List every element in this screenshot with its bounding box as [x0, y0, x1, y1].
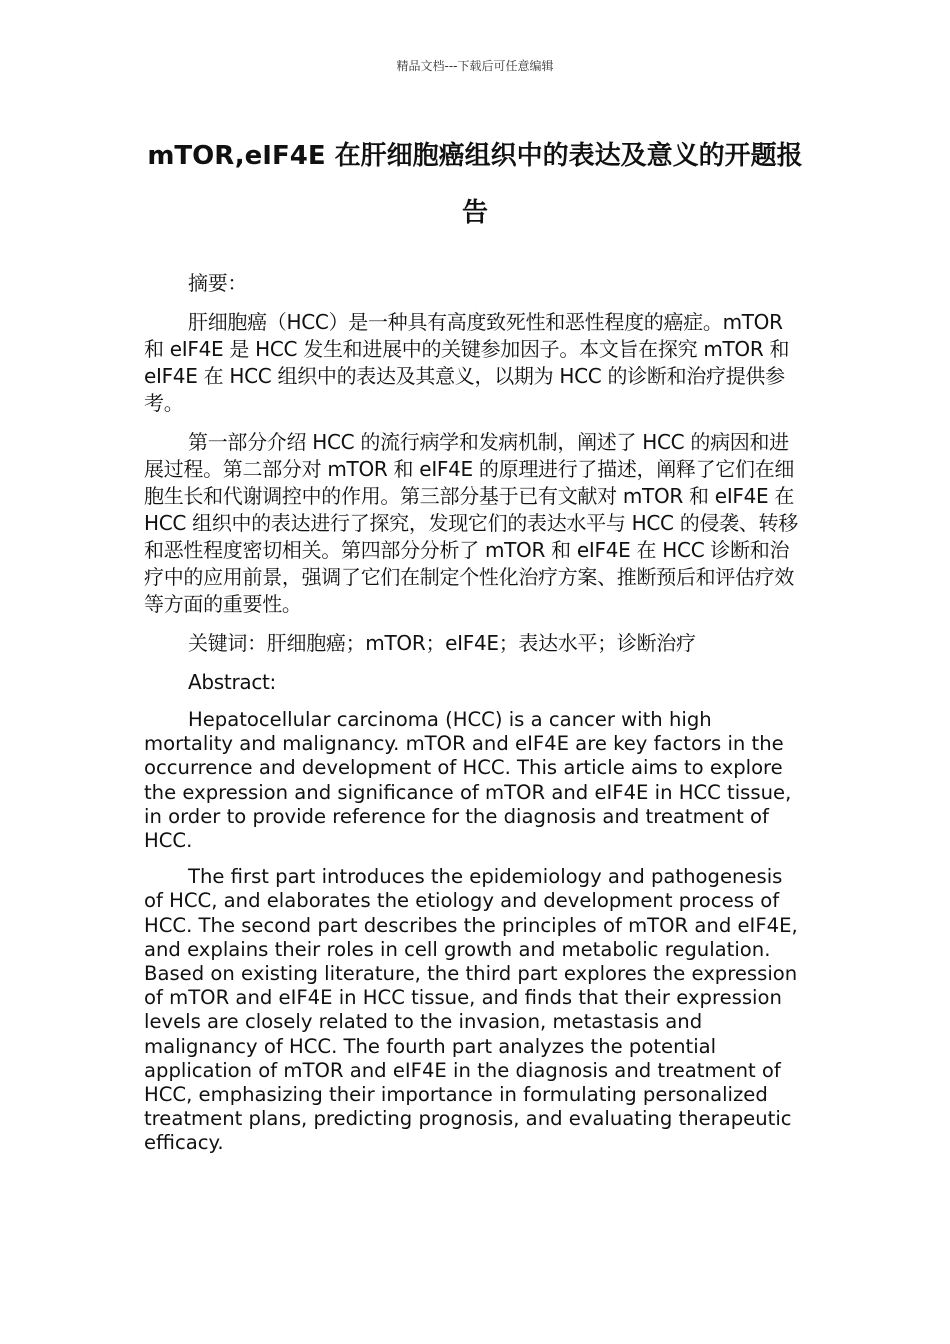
- abstract-paragraph-zh-1: 肝细胞癌（HCC）是一种具有高度致死性和恶性程度的癌症。mTOR 和 eIF4E 是 HCC 发生和进展中的关键参加因子。本文旨在探究 mTOR 和 eIF4E 在 HCC 组织中的表达及其意义，以期为 HCC 的诊断和治疗提供参考。: [144, 310, 790, 415]
- page-header-watermark: 精品文档---下载后可任意编辑: [396, 59, 554, 73]
- keywords-line: 关键词：肝细胞癌；mTOR；eIF4E；表达水平；诊断治疗: [188, 631, 696, 655]
- abstract-label-en: Abstract:: [188, 670, 276, 694]
- abstract-paragraph-zh-2: 第一部分介绍 HCC 的流行病学和发病机制，阐述了 HCC 的病因和进展过程。第二部分对 mTOR 和 eIF4E 的原理进行了描述，阐释了它们在细胞生长和代谢调控中的作用。第三部分基于已有文献对 mTOR 和 eIF4E 在 HCC 组织中的表达进行了探究，发现它们的表达水平与 HCC 的侵袭、转移和恶性程度密切相关。第四部分分析了 mTOR 和 eIF4E 在 HCC 诊断和治疗中的应用前景，强调了它们在制定个性化治疗方案、推断预后和评估疗效等方面的重要性。: [144, 430, 798, 616]
- abstract-label-zh: 摘要：: [188, 271, 248, 295]
- document-body: [144, 270, 806, 1156]
- abstract-paragraph-en-1: Hepatocellular carcinoma (HCC) is a cancer with high mortality and malignancy. mTOR and eIF4E are key factors in the occurrence and development of HCC. This article aims to explore the expression and significance of mTOR and eIF4E in HCC tissue, in order to provide reference for the diagnosis and treatment of HCC.: [144, 708, 792, 853]
- document-title: mTOR,eIF4E 在肝细胞癌组织中的表达及意义的开题报告: [147, 141, 803, 228]
- abstract-paragraph-en-2: The first part introduces the epidemiology and pathogenesis of HCC, and elaborates the etiology and development process of HCC. The second part describes the principles of mTOR and eIF4E, and explains their roles in cell growth and metabolic regulation. Based on existing literature, the third part explores the expression of mTOR and eIF4E in HCC tissue, and finds that their expression levels are closely related to the invasion, metastasis and malignancy of HCC. The fourth part analyzes the potential application of mTOR and eIF4E in the diagnosis and treatment of HCC, emphasizing their importance in formulating personalized treatment plans, predicting prognosis, and evaluating therapeutic efficacy.: [144, 865, 798, 1155]
